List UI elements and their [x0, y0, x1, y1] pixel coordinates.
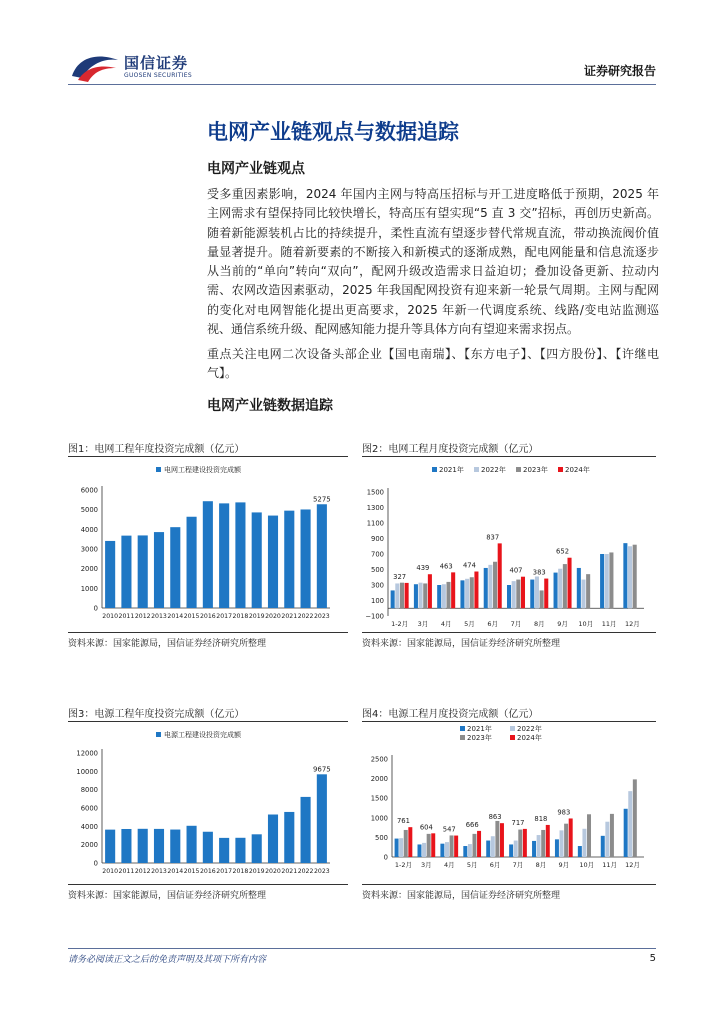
- legend-label: 电源工程建设投资完成额: [164, 731, 241, 739]
- y-tick-label: 1100: [366, 519, 384, 528]
- data-label: 547: [442, 825, 456, 834]
- x-tick-label: 9月: [557, 620, 568, 628]
- y-tick-label: 1300: [366, 504, 384, 512]
- bar: [578, 846, 582, 857]
- bar: [301, 797, 311, 863]
- bar: [495, 821, 499, 857]
- x-tick-label: 6月: [487, 620, 499, 628]
- figure-rule: [362, 632, 656, 633]
- data-label: 327: [393, 572, 407, 581]
- bar: [555, 839, 559, 857]
- y-tick-label: 4000: [80, 525, 98, 534]
- bar: [284, 511, 294, 608]
- bar: [564, 824, 568, 857]
- legend-label: 2024年: [517, 734, 542, 742]
- bar: [235, 838, 245, 863]
- bar: [235, 502, 245, 608]
- bar: [569, 818, 573, 857]
- x-tick-label: 2012: [134, 868, 151, 875]
- x-tick-label: 7月: [512, 861, 524, 869]
- bar: [633, 779, 637, 857]
- figure-rule: [68, 456, 348, 457]
- data-label: 666: [465, 820, 479, 829]
- y-tick-label: 2500: [370, 755, 388, 764]
- legend-label: 2022年: [481, 466, 506, 474]
- legend-label: 电网工程建设投资完成额: [164, 466, 241, 474]
- bar: [268, 815, 278, 863]
- bar: [446, 582, 450, 608]
- logo-name: 国信证券: [124, 54, 189, 72]
- bar: [512, 581, 516, 608]
- bar: [600, 554, 604, 608]
- y-tick-label: −100: [365, 612, 384, 621]
- bar: [586, 574, 590, 608]
- page-number: 5: [649, 953, 656, 964]
- x-tick-label: 8月: [533, 620, 545, 628]
- x-tick-label: 2017: [216, 868, 233, 875]
- y-tick-label: 8000: [80, 786, 98, 795]
- x-tick-label: 2015: [183, 868, 200, 875]
- data-label: 604: [419, 823, 433, 832]
- chart-power-monthly-investment: [362, 723, 656, 883]
- figure-rule: [68, 721, 348, 722]
- figure-source: 资料来源：国家能源局，国信证券经济研究所整理: [68, 891, 267, 901]
- y-tick-label: 1000: [80, 584, 98, 593]
- x-tick-label: 2023: [313, 613, 330, 620]
- bar: [514, 841, 518, 857]
- bar: [138, 535, 148, 608]
- x-tick-label: 2010: [102, 868, 119, 875]
- bar: [628, 546, 632, 608]
- y-tick-label: 4000: [80, 822, 98, 831]
- legend-swatch: [558, 467, 563, 472]
- x-tick-label: 2022: [297, 868, 314, 875]
- bar: [252, 512, 262, 608]
- bar: [284, 812, 294, 863]
- figure-rule: [362, 721, 656, 722]
- x-tick-label: 5月: [464, 620, 475, 628]
- bar: [121, 829, 131, 863]
- y-tick-label: 5000: [80, 506, 98, 515]
- bar: [219, 838, 229, 863]
- bar: [418, 844, 422, 857]
- figure-rule: [68, 884, 348, 885]
- x-tick-label: 6月: [489, 861, 501, 869]
- x-tick-label: 11月: [602, 861, 618, 869]
- bar: [465, 579, 469, 608]
- bar: [252, 834, 262, 863]
- x-tick-label: 4月: [443, 861, 455, 869]
- bar: [474, 572, 478, 609]
- bar: [601, 836, 605, 857]
- bar: [560, 830, 564, 857]
- subsection-title: 电网产业链数据追踪: [207, 398, 333, 414]
- legend-label: 2024年: [565, 466, 590, 474]
- legend-swatch: [460, 735, 465, 740]
- header-divider: [68, 84, 656, 85]
- section-title: 电网产业链观点与数据追踪: [207, 120, 459, 144]
- figure-rule: [68, 632, 348, 633]
- x-tick-label: 2019: [248, 868, 265, 875]
- logo-subtitle: GUOSEN SECURITIES: [124, 72, 193, 79]
- bar: [577, 568, 581, 608]
- bar: [530, 580, 534, 609]
- subsection-title: 电网产业链观点: [207, 161, 305, 177]
- bar: [581, 580, 585, 609]
- data-label: 863: [488, 813, 502, 822]
- bar: [399, 838, 403, 857]
- bar: [203, 501, 213, 608]
- x-tick-label: 11月: [601, 620, 617, 628]
- bar: [488, 565, 492, 608]
- data-label: 383: [532, 568, 546, 577]
- legend-label: 2023年: [467, 734, 492, 742]
- y-tick-label: 1500: [370, 794, 388, 803]
- bar: [219, 503, 229, 608]
- y-tick-label: 6000: [80, 486, 98, 495]
- legend-swatch: [474, 467, 479, 472]
- bar: [587, 814, 591, 857]
- x-tick-label: 2020: [265, 868, 281, 875]
- bar: [154, 532, 164, 608]
- bar: [395, 839, 399, 857]
- legend-swatch: [156, 467, 161, 472]
- bar: [477, 831, 481, 857]
- legend-swatch: [432, 467, 437, 472]
- bar: [554, 573, 558, 609]
- bar: [400, 583, 404, 609]
- y-tick-label: 500: [371, 566, 384, 574]
- y-tick-label: 700: [371, 550, 384, 559]
- bar: [423, 583, 427, 608]
- x-tick-label: 2011: [118, 868, 135, 875]
- data-label: 983: [557, 808, 571, 817]
- bar: [422, 843, 426, 857]
- bar: [391, 590, 395, 608]
- bar: [395, 583, 399, 608]
- bar: [405, 583, 409, 608]
- y-tick-label: 0: [383, 853, 388, 862]
- bar: [544, 579, 548, 609]
- data-label: 439: [416, 564, 430, 573]
- logo-mark-icon: [68, 50, 124, 84]
- disclaimer: 请务必阅读正文之后的免责声明及其项下所有内容: [68, 955, 267, 965]
- x-tick-label: 2016: [199, 613, 216, 620]
- x-tick-label: 2012: [134, 613, 151, 620]
- y-tick-label: 6000: [80, 804, 98, 813]
- bar: [540, 590, 544, 608]
- bar: [537, 835, 541, 857]
- figure-source: 资料来源：国家能源局，国信证券经济研究所整理: [68, 639, 267, 649]
- data-label: 463: [439, 562, 453, 571]
- bar: [460, 580, 464, 608]
- x-tick-label: 4月: [440, 620, 452, 628]
- bar: [404, 830, 408, 857]
- x-tick-label: 2023: [313, 868, 330, 875]
- bar: [470, 577, 474, 608]
- bar: [414, 584, 418, 608]
- x-tick-label: 2014: [167, 613, 184, 620]
- bar: [431, 833, 435, 857]
- bar: [450, 835, 454, 857]
- bar: [463, 846, 467, 857]
- figure-source: 资料来源：国家能源局，国信证券经济研究所整理: [362, 639, 561, 649]
- bar: [440, 844, 444, 857]
- x-tick-label: 2013: [151, 613, 167, 620]
- bar: [268, 516, 278, 608]
- x-tick-label: 2021: [281, 868, 298, 875]
- bar: [486, 841, 490, 857]
- bar: [605, 822, 609, 857]
- bar: [301, 509, 311, 608]
- y-tick-label: 500: [375, 833, 388, 842]
- data-label: 407: [509, 566, 523, 575]
- bar: [451, 572, 455, 608]
- legend-label: 2021年: [467, 725, 492, 733]
- bar: [605, 554, 609, 608]
- y-tick-label: 900: [371, 535, 384, 543]
- bar: [628, 791, 632, 857]
- data-label: 9675: [312, 765, 331, 774]
- data-label: 652: [556, 547, 570, 556]
- bar: [419, 583, 423, 609]
- bar: [154, 829, 164, 863]
- x-tick-label: 10月: [578, 620, 594, 628]
- bar: [468, 844, 472, 857]
- bar: [582, 829, 586, 857]
- x-tick-label: 2020: [265, 613, 281, 620]
- legend-label: 2023年: [523, 466, 548, 474]
- chart-grid-monthly-investment: [362, 458, 656, 630]
- legend-swatch: [516, 467, 521, 472]
- legend-swatch: [510, 726, 515, 731]
- bar: [491, 836, 495, 857]
- figure-source: 资料来源：国家能源局，国信证券经济研究所整理: [362, 891, 561, 901]
- x-tick-label: 2019: [248, 613, 265, 620]
- x-tick-label: 2022: [297, 613, 314, 620]
- bar: [437, 585, 441, 608]
- x-tick-label: 2014: [167, 868, 184, 875]
- x-tick-label: 1-2月: [391, 620, 409, 628]
- figure-title: 图1：电网工程年度投资完成额（亿元）: [68, 444, 245, 455]
- bar: [442, 584, 446, 608]
- bar: [428, 574, 432, 608]
- y-tick-label: 2000: [80, 565, 98, 574]
- bar: [408, 827, 412, 857]
- bar: [170, 830, 180, 863]
- y-tick-label: 0: [93, 604, 98, 613]
- bar: [105, 541, 115, 608]
- x-tick-label: 7月: [510, 620, 522, 628]
- bar: [317, 504, 327, 608]
- y-tick-label: 10000: [76, 767, 98, 776]
- bar: [203, 832, 213, 863]
- bar: [493, 562, 497, 609]
- y-tick-label: 1500: [366, 488, 384, 497]
- x-tick-label: 2015: [183, 613, 200, 620]
- bar: [105, 830, 115, 863]
- legend-swatch: [460, 726, 465, 731]
- bar: [427, 834, 431, 857]
- report-type: 证券研究报告: [583, 64, 656, 78]
- x-tick-label: 2013: [151, 868, 167, 875]
- bar: [509, 844, 513, 857]
- x-tick-label: 10月: [579, 861, 595, 869]
- bar: [541, 830, 545, 857]
- bar: [187, 826, 197, 863]
- bar: [624, 809, 628, 857]
- paragraph: 受多重因素影响，2024 年国内主网与特高压招标与开工进度略低于预期，2025 年主网需求有望保持同比较快增长，特高压有望实现“5 直 3 交”招标，再创历史新高。随着新能源装机占比的持续提升，柔性直流有望逐步替代常规直流，带动换流阀价值量显著提升。随着新要素的不断接入和新模式的逐渐成熟，配电网能量和信息流逐步从当前的“单向”转向“双向”，配网升级改造需求日益迫切；叠加设备更新、拉动内需、农网改造因素驱动，2025 年我国配网投资有迎来新一轮景气周期。主网与配网的变化对电网智能化提出更高要求，2025 年新一代调度系统、线路/变电站监测巡视、通信系统升级、配网感知能力提升等具体方向有望迎来需求拐点。: [207, 187, 659, 337]
- x-tick-label: 2017: [216, 613, 233, 620]
- figure-title: 图2：电网工程月度投资完成额（亿元）: [362, 444, 539, 455]
- bar: [507, 585, 511, 608]
- x-tick-label: 2021: [281, 613, 298, 620]
- x-tick-label: 8月: [535, 861, 547, 869]
- figure-title: 图3：电源工程年度投资完成额（亿元）: [68, 709, 245, 720]
- figure-title: 图4：电源工程月度投资完成额（亿元）: [362, 709, 539, 720]
- bar: [472, 834, 476, 857]
- y-tick-label: 300: [371, 581, 384, 590]
- bar: [535, 576, 539, 608]
- bar: [610, 814, 614, 857]
- x-tick-label: 2011: [118, 613, 135, 620]
- y-tick-label: 100: [371, 597, 384, 605]
- x-tick-label: 9月: [558, 861, 570, 869]
- y-tick-label: 12000: [76, 749, 98, 758]
- bar: [121, 536, 131, 608]
- bar: [170, 527, 180, 608]
- data-label: 818: [534, 814, 548, 823]
- x-tick-label: 2018: [232, 868, 249, 875]
- bar: [633, 545, 637, 609]
- y-tick-label: 0: [93, 859, 98, 868]
- data-label: 761: [396, 817, 410, 826]
- footer-divider: [68, 948, 656, 949]
- paragraph: 重点关注电网二次设备头部企业【国电南瑞】、【东方电子】、【四方股份】、【许继电气】。: [207, 347, 659, 381]
- legend-swatch: [510, 735, 515, 740]
- bar: [523, 829, 527, 857]
- bar: [138, 829, 148, 863]
- x-tick-label: 5月: [466, 861, 478, 869]
- x-tick-label: 3月: [421, 861, 432, 869]
- bar: [623, 543, 627, 608]
- x-tick-label: 2010: [102, 613, 119, 620]
- x-tick-label: 2018: [232, 613, 249, 620]
- bar: [445, 842, 449, 857]
- figure-rule: [362, 884, 656, 885]
- data-label: 837: [486, 533, 500, 542]
- bar: [546, 825, 550, 857]
- x-tick-label: 12月: [624, 620, 640, 628]
- bar: [484, 568, 488, 608]
- x-tick-label: 1-2月: [394, 861, 413, 869]
- data-label: 5275: [312, 495, 331, 504]
- bar: [558, 569, 562, 609]
- bar: [187, 517, 197, 608]
- y-tick-label: 3000: [80, 545, 98, 554]
- x-tick-label: 2016: [199, 868, 216, 875]
- x-tick-label: 12月: [625, 861, 640, 869]
- legend-swatch: [156, 732, 161, 737]
- bar: [521, 577, 525, 609]
- bar: [454, 836, 458, 857]
- bar: [609, 552, 613, 608]
- chart-grid-annual-investment: [68, 458, 348, 630]
- x-tick-label: 3月: [417, 620, 429, 628]
- data-label: 474: [462, 561, 476, 570]
- y-tick-label: 1000: [370, 814, 388, 823]
- data-label: 717: [511, 818, 525, 827]
- bar: [500, 823, 504, 857]
- legend-label: 2021年: [439, 466, 464, 474]
- bar: [516, 580, 520, 609]
- bar: [532, 841, 536, 857]
- bar: [568, 558, 572, 609]
- chart-power-annual-investment: [68, 723, 348, 883]
- y-tick-label: 2000: [370, 775, 388, 784]
- figure-rule: [362, 456, 656, 457]
- bar: [498, 543, 502, 608]
- legend-label: 2022年: [517, 725, 542, 733]
- bar: [518, 830, 522, 857]
- bar: [317, 774, 327, 863]
- bar: [563, 564, 567, 608]
- y-tick-label: 2000: [80, 841, 98, 850]
